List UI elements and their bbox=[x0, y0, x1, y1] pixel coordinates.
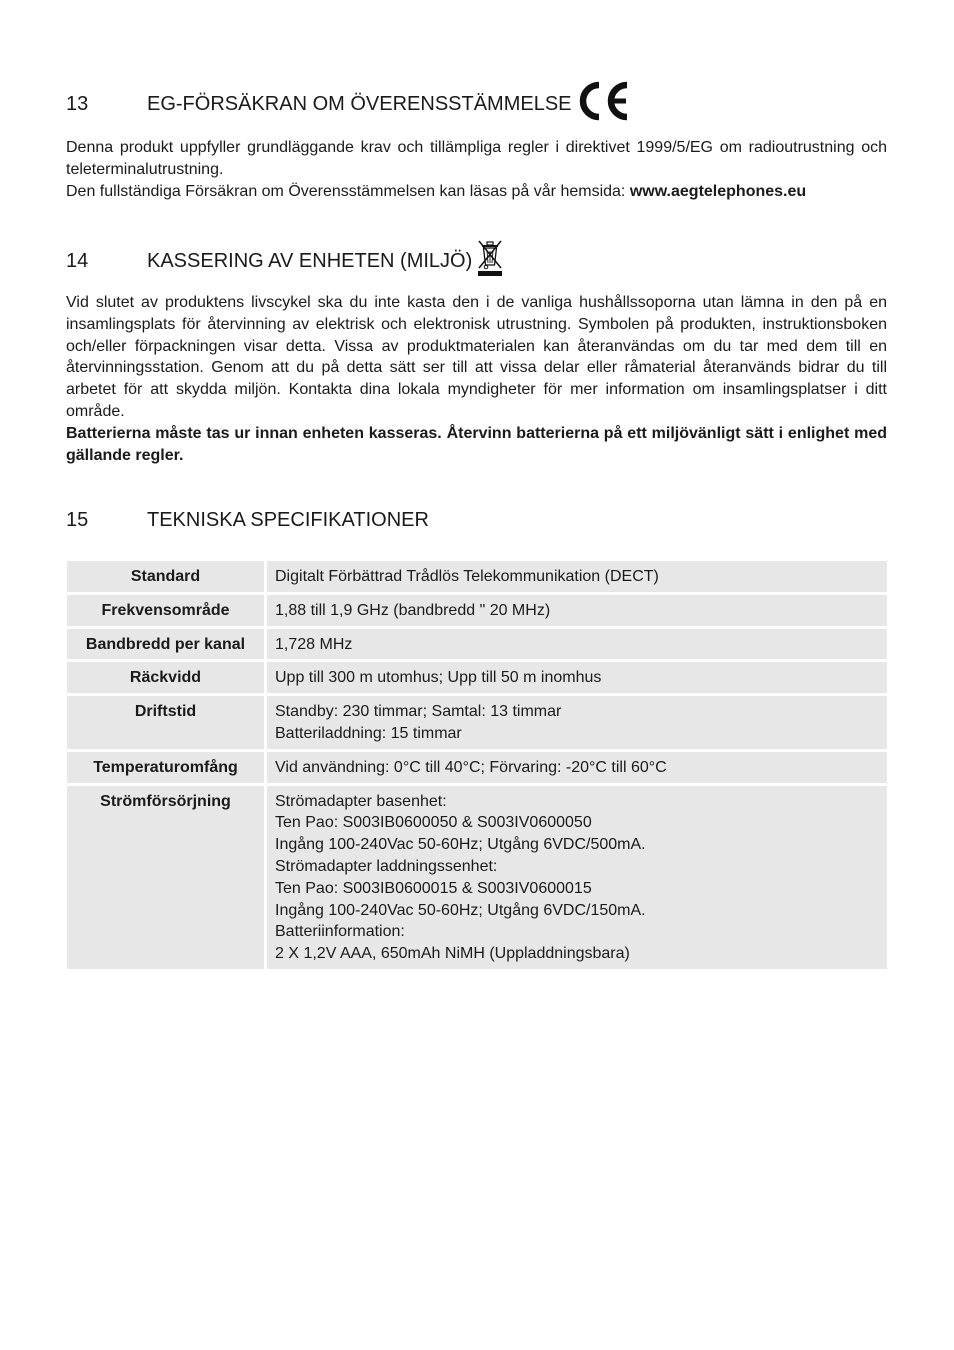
spec-value-line: Batteriladdning: 15 timmar bbox=[275, 724, 462, 742]
spec-label: Frekvensområde bbox=[67, 595, 267, 626]
spec-value-line: Standby: 230 timmar; Samtal: 13 timmar bbox=[275, 703, 562, 721]
section-number: 14 bbox=[66, 249, 89, 272]
specifications-table bbox=[67, 558, 887, 972]
spec-value-line: Upp till 300 m utomhus; Upp till 50 m inomhus bbox=[275, 669, 602, 687]
spec-value-line: Ten Pao: S003IB0600015 & S003IV0600015 bbox=[275, 879, 592, 897]
section-13-heading bbox=[66, 80, 633, 128]
spec-value bbox=[267, 662, 887, 693]
conformity-text: Denna produkt uppfyller grundläggande krav och tillämpliga regler i direktivet 1999/5/EG om radioutrustning och teleterminalutrustning. bbox=[66, 139, 887, 178]
spec-label: Räckvidd bbox=[67, 662, 267, 693]
conformity-website-text: Den fullständiga Försäkran om Överensstämmelsen kan läsas på vår hemsida: bbox=[66, 182, 630, 200]
section-number: 13 bbox=[66, 92, 89, 115]
spec-label: Standard bbox=[67, 561, 267, 592]
spec-value-line: Strömadapter laddningssenhet: bbox=[275, 857, 498, 875]
spec-value-line: 1,728 MHz bbox=[275, 635, 353, 653]
section-title: TEKNISKA SPECIFIKATIONER bbox=[147, 509, 429, 531]
spec-label: Temperaturomfång bbox=[67, 752, 267, 783]
spec-value bbox=[267, 752, 887, 783]
spec-value-line: Ingång 100-240Vac 50-60Hz; Utgång 6VDC/500mA. bbox=[275, 836, 646, 854]
section-title: KASSERING AV ENHETEN (MILJÖ) bbox=[147, 249, 473, 272]
section-title: EG-FÖRSÄKRAN OM ÖVERENSSTÄMMELSE bbox=[147, 92, 572, 115]
spec-value-line: Ten Pao: S003IB0600050 & S003IV0600050 bbox=[275, 814, 592, 832]
spec-row bbox=[67, 752, 887, 783]
website-link[interactable]: www.aegtelephones.eu bbox=[629, 182, 807, 200]
weee-crossed-bin-icon bbox=[476, 238, 504, 284]
spec-value-line: Ingång 100-240Vac 50-60Hz; Utgång 6VDC/150mA. bbox=[275, 901, 646, 919]
spec-row bbox=[67, 662, 887, 693]
spec-row bbox=[67, 696, 887, 749]
spec-row bbox=[67, 629, 887, 660]
spec-value-line: Vid användning: 0°C till 40°C; Förvaring: -20°C till 60°C bbox=[275, 758, 667, 776]
spec-value bbox=[267, 595, 887, 626]
spec-row bbox=[67, 561, 887, 592]
section-14-heading bbox=[66, 238, 504, 284]
spec-value bbox=[267, 561, 887, 592]
spec-value-line: 1,88 till 1,9 GHz (bandbredd " 20 MHz) bbox=[275, 601, 551, 619]
spec-value bbox=[267, 629, 887, 660]
spec-row bbox=[67, 786, 887, 969]
spec-label: Driftstid bbox=[67, 696, 267, 749]
battery-disposal-text: Batterierna måste tas ur innan enheten kasseras. Återvinn batterierna på ett miljövänligt sätt i enlighet med gällande regler. bbox=[66, 424, 887, 464]
section-number: 15 bbox=[66, 509, 89, 531]
disposal-text: Vid slutet av produktens livscykel ska du inte kasta den i de vanliga hushållssoporna utan lämna in den på en insamlingsplats för återvinning av elektrisk och elektronisk utrustning. Symbolen på produkten, instruktionsboken och/eller förpackningen visar detta. Vissa av produktmaterialen kan återanvändas om du tar med dem till en återvinningsstation. Genom att du på detta sätt ser till att vissa delar eller råmaterial återanvänds bidrar du till arbetet för att skydda miljön. Kontakta dina lokala myndigheter för mer information om insamlingsplatser i ditt område. bbox=[66, 294, 887, 420]
ce-mark-icon bbox=[575, 80, 633, 128]
spec-value-line: 2 X 1,2V AAA, 650mAh NiMH (Uppladdningsbara) bbox=[275, 945, 630, 963]
spec-row bbox=[67, 595, 887, 626]
section-15-heading bbox=[66, 509, 429, 532]
spec-value-line: Batteriinformation: bbox=[275, 923, 405, 941]
spec-value-line: Strömadapter basenhet: bbox=[275, 792, 447, 810]
spec-value bbox=[267, 786, 887, 969]
section-13-paragraph bbox=[66, 137, 887, 202]
spec-value-line: Digitalt Förbättrad Trådlös Telekommunikation (DECT) bbox=[275, 568, 659, 585]
spec-value bbox=[267, 696, 887, 749]
section-14-paragraph bbox=[66, 292, 887, 466]
spec-label: Bandbredd per kanal bbox=[67, 629, 267, 660]
spec-label: Strömförsörjning bbox=[67, 786, 267, 969]
